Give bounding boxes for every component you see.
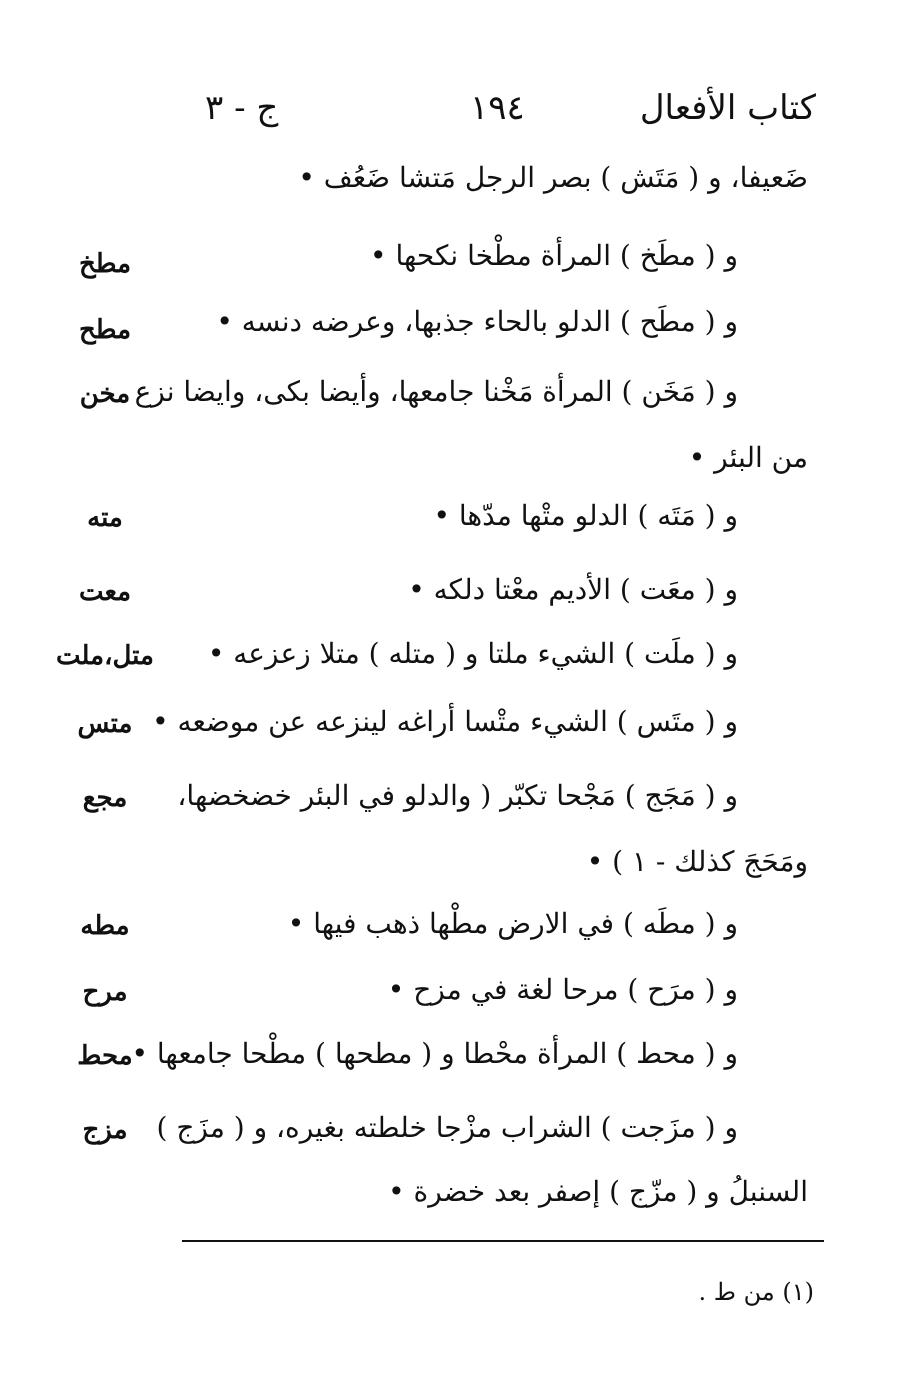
text-line: و ( مرَح ) مرحا لغة في مزح • [387, 973, 738, 1006]
text-line: و ( مَجَج ) مَجْحا تكبّر ( والدلو في البئر خضخضها، [177, 779, 738, 812]
running-title: كتاب الأفعال [639, 88, 816, 128]
text-line: و ( مطَخ ) المرأة مطْخا نكحها • [370, 239, 738, 272]
text-line: ومَحَجَ كذلك - ١ ) • [586, 845, 808, 878]
text-line: ضَعيفا، و ( مَتَش ) بصر الرجل مَتشا ضَعُف • [298, 161, 808, 194]
margin-keyword: مرح [82, 977, 128, 1007]
text-line: و ( مطَح ) الدلو بالحاء جذبها، وعرضه دنسه • [216, 305, 738, 338]
margin-keyword: مطح [78, 315, 132, 345]
margin-keyword: مطخ [78, 249, 132, 279]
margin-keyword: مته [87, 503, 123, 533]
margin-keyword: معت [79, 577, 131, 607]
text-line: السنبلُ و ( مزّج ) إصفر بعد خضرة • [388, 1175, 808, 1208]
text-line: و ( مطَه ) في الارض مطْها ذهب فيها • [287, 907, 738, 940]
text-line: و ( ملَت ) الشيء ملتا و ( متله ) متلا زعزعه • [207, 637, 738, 670]
margin-keyword: متس [77, 709, 133, 739]
margin-keyword: مجع [82, 783, 128, 813]
text-line: و ( معَت ) الأديم معْتا دلكه • [408, 573, 738, 606]
volume-label: ج - ٣ [205, 88, 279, 128]
margin-keyword: متل،ملت [56, 641, 154, 671]
margin-keyword: مخن [79, 379, 131, 409]
footnote: (١) من ط . [698, 1278, 814, 1306]
text-line: و ( مَتَه ) الدلو متْها مدّها • [433, 499, 738, 532]
text-line: و ( متَس ) الشيء متْسا أراغه لينزعه عن موضعه • [152, 705, 738, 738]
text-line: من البئر • [688, 441, 808, 474]
margin-keyword: مزج [82, 1115, 128, 1145]
text-line: و ( مَخَن ) المرأة مَخْنا جامعها، وأيضا بكى، وايضا نزع [134, 375, 738, 408]
page-number: ١٩٤ [470, 88, 525, 128]
footnote-rule [182, 1240, 824, 1242]
text-line: و ( مزَجت ) الشراب مزْجا خلطته بغيره، و ( مزَج ) [156, 1111, 738, 1144]
margin-keyword: مطه [80, 911, 130, 941]
text-line: و ( محط ) المرأة محْطا و ( مطحها ) مطْحا جامعها • [131, 1037, 738, 1070]
margin-keyword: محط [77, 1041, 133, 1071]
